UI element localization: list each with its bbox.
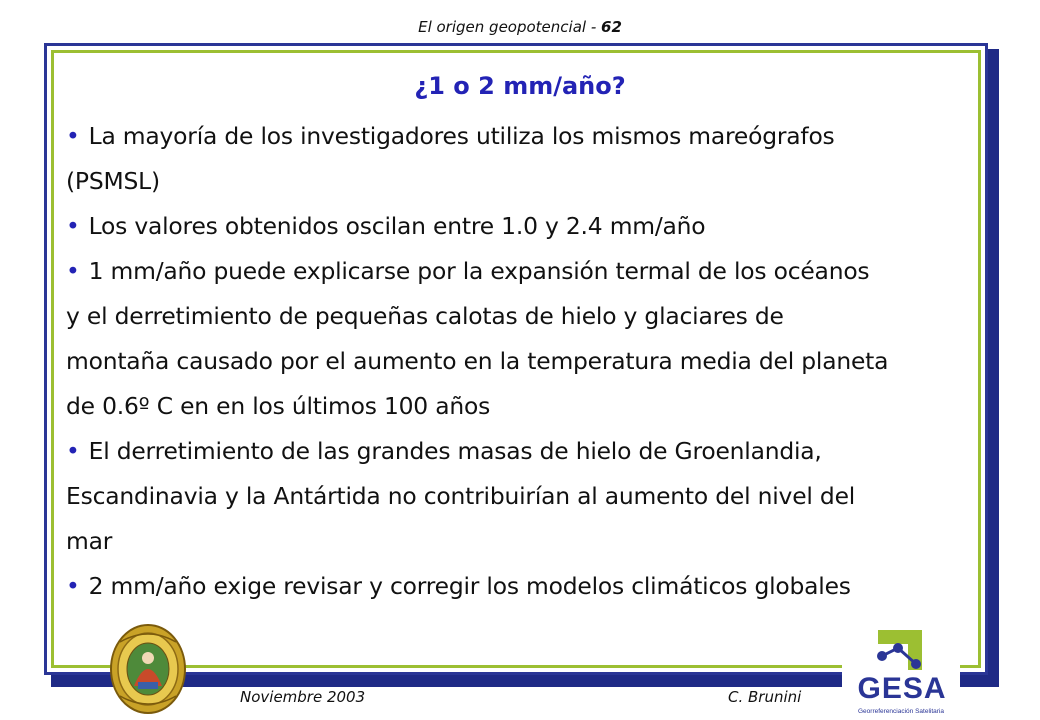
paragraph-line: montaña causado por el aumento en la temperatura media del planeta xyxy=(66,347,889,375)
bullet-paragraph-5 xyxy=(66,564,981,609)
logo-wordmark: GESA xyxy=(857,672,947,705)
header-text: El origen geopotencial - xyxy=(418,18,602,36)
bullet-paragraph-2 xyxy=(66,204,981,249)
slide-header xyxy=(0,18,1040,36)
paragraph-line: El derretimiento de las grandes masas de hielo de Groenlandia, xyxy=(88,437,822,465)
bullet-icon: • xyxy=(66,437,80,465)
paragraph-line: 1 mm/año puede explicarse por la expansión termal de los océanos xyxy=(88,257,870,285)
footer-author: C. Brunini xyxy=(728,688,802,706)
bullet-icon: • xyxy=(66,122,80,150)
slide-title: ¿1 o 2 mm/año? xyxy=(414,72,626,100)
page-number: 62 xyxy=(601,18,622,36)
university-seal-icon xyxy=(108,622,188,716)
bullet-paragraph-1 xyxy=(66,114,981,204)
paragraph-line: La mayoría de los investigadores utiliza los mismos mareógrafos xyxy=(88,122,835,150)
bullet-paragraph-4 xyxy=(66,429,981,564)
paragraph-line: de 0.6º C en en los últimos 100 años xyxy=(66,392,491,420)
gesa-logo xyxy=(842,626,960,720)
paragraph-line: (PSMSL) xyxy=(66,167,160,195)
bullet-icon: • xyxy=(66,257,80,285)
paragraph-line: 2 mm/año exige revisar y corregir los modelos climáticos globales xyxy=(88,572,851,600)
slide-body xyxy=(66,114,981,609)
paragraph-line: Los valores obtenidos oscilan entre 1.0 y 2.4 mm/año xyxy=(88,212,706,240)
network-nodes-icon xyxy=(842,626,960,676)
bullet-icon: • xyxy=(66,212,80,240)
bullet-paragraph-3 xyxy=(66,249,981,429)
logo-subtitle: Georreferenciación Satelitaria xyxy=(858,708,944,715)
footer-date: Noviembre 2003 xyxy=(240,688,366,706)
paragraph-line: mar xyxy=(66,527,113,555)
bullet-icon: • xyxy=(66,572,80,600)
paragraph-line: y el derretimiento de pequeñas calotas de hielo y glaciares de xyxy=(66,302,784,330)
paragraph-line: Escandinavia y la Antártida no contribuirían al aumento del nivel del xyxy=(66,482,856,510)
